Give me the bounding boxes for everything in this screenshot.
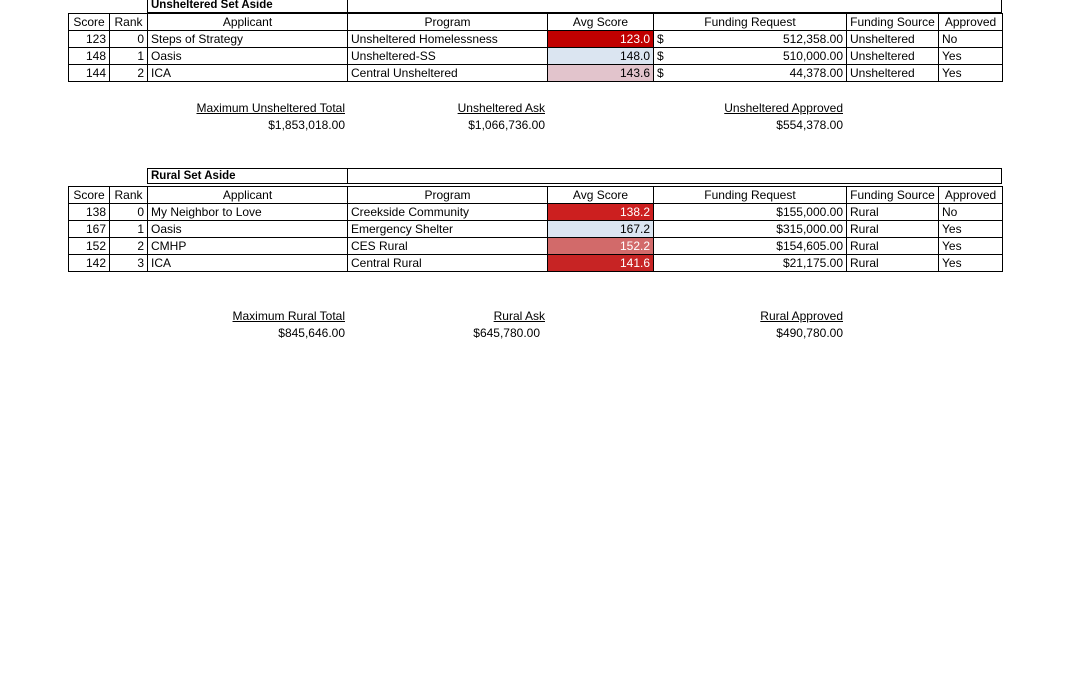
score-cell: 167 [69, 221, 110, 238]
unsheltered-title-filler [347, 0, 1002, 13]
funding-source-cell: Unsheltered [847, 48, 939, 65]
header-avg-score: Avg Score [548, 187, 654, 204]
program-cell: Creekside Community [348, 204, 548, 221]
header-program: Program [348, 14, 548, 31]
funding-request-wrap [657, 66, 843, 81]
score-cell: 144 [69, 65, 110, 82]
rank-cell: 0 [110, 204, 148, 221]
program-cell: Central Rural [348, 255, 548, 272]
rural-max-label: Maximum Rural Total [232, 309, 345, 323]
funding-request-cell: $155,000.00 [654, 204, 847, 221]
program-cell: Central Unsheltered [348, 65, 548, 82]
avg-score-cell: 138.2 [548, 204, 654, 221]
applicant-cell: ICA [148, 65, 348, 82]
program-cell: Unsheltered Homelessness [348, 31, 548, 48]
header-applicant: Applicant [148, 14, 348, 31]
header-program: Program [348, 187, 548, 204]
funding-request-cell [654, 31, 847, 48]
funding-source-cell: Rural [847, 221, 939, 238]
unsheltered-max-value: $1,853,018.00 [268, 118, 345, 132]
funding-source-cell: Unsheltered [847, 31, 939, 48]
rural-approved-value: $490,780.00 [776, 326, 843, 340]
approved-cell: No [939, 204, 1003, 221]
avg-score-cell: 167.2 [548, 221, 654, 238]
program-cell: CES Rural [348, 238, 548, 255]
rank-cell: 1 [110, 48, 148, 65]
rank-cell: 3 [110, 255, 148, 272]
funding-request-cell: $21,175.00 [654, 255, 847, 272]
rural-ask-value: $645,780.00 [473, 326, 540, 340]
applicant-cell: CMHP [148, 238, 348, 255]
funding-source-cell: Rural [847, 238, 939, 255]
approved-cell: Yes [939, 238, 1003, 255]
unsheltered-ask-label: Unsheltered Ask [457, 101, 545, 115]
header-funding-source: Funding Source [847, 14, 939, 31]
avg-score-cell: 148.0 [548, 48, 654, 65]
header-funding-request: Funding Request [654, 14, 847, 31]
avg-score-cell: 141.6 [548, 255, 654, 272]
funding-source-cell: Unsheltered [847, 65, 939, 82]
funding-request-amount: 44,378.00 [789, 65, 843, 80]
funding-request-cell: $315,000.00 [654, 221, 847, 238]
table-row [69, 48, 1003, 65]
approved-cell: Yes [939, 65, 1003, 82]
funding-request-amount: 510,000.00 [782, 48, 843, 63]
score-cell: 142 [69, 255, 110, 272]
funding-request-cell [654, 65, 847, 82]
rank-cell: 0 [110, 31, 148, 48]
funding-request-cell: $154,605.00 [654, 238, 847, 255]
score-cell: 123 [69, 31, 110, 48]
avg-score-cell: 152.2 [548, 238, 654, 255]
header-approved: Approved [939, 14, 1003, 31]
applicant-cell: Steps of Strategy [148, 31, 348, 48]
funding-request-wrap [657, 32, 843, 47]
unsheltered-ask-value: $1,066,736.00 [468, 118, 545, 132]
score-cell: 152 [69, 238, 110, 255]
currency-symbol: $ [657, 65, 664, 80]
unsheltered-header-row [69, 14, 1003, 31]
header-score: Score [69, 187, 110, 204]
rural-table [68, 186, 1003, 272]
applicant-cell: Oasis [148, 48, 348, 65]
header-applicant: Applicant [148, 187, 348, 204]
funding-source-cell: Rural [847, 204, 939, 221]
unsheltered-approved-value: $554,378.00 [776, 118, 843, 132]
funding-request-amount: 512,358.00 [782, 31, 843, 46]
header-rank: Rank [110, 14, 148, 31]
header-approved: Approved [939, 187, 1003, 204]
rural-max-value: $845,646.00 [278, 326, 345, 340]
avg-score-cell: 123.0 [548, 31, 654, 48]
rural-approved-label: Rural Approved [760, 309, 843, 323]
unsheltered-approved-label: Unsheltered Approved [724, 101, 843, 115]
applicant-cell: Oasis [148, 221, 348, 238]
table-row [69, 238, 1003, 255]
header-funding-request: Funding Request [654, 187, 847, 204]
rural-ask-label: Rural Ask [493, 309, 545, 323]
table-row [69, 221, 1003, 238]
currency-symbol: $ [657, 31, 664, 46]
table-row [69, 65, 1003, 82]
program-cell: Emergency Shelter [348, 221, 548, 238]
rural-title-filler [347, 168, 1002, 184]
funding-source-cell: Rural [847, 255, 939, 272]
funding-request-cell [654, 48, 847, 65]
approved-cell: Yes [939, 255, 1003, 272]
approved-cell: Yes [939, 48, 1003, 65]
unsheltered-max-label: Maximum Unsheltered Total [196, 101, 345, 115]
unsheltered-section-title: Unsheltered Set Aside [147, 0, 348, 13]
score-cell: 148 [69, 48, 110, 65]
unsheltered-table [68, 13, 1003, 82]
approved-cell: No [939, 31, 1003, 48]
score-cell: 138 [69, 204, 110, 221]
header-score: Score [69, 14, 110, 31]
rank-cell: 2 [110, 238, 148, 255]
currency-symbol: $ [657, 48, 664, 63]
rank-cell: 2 [110, 65, 148, 82]
applicant-cell: ICA [148, 255, 348, 272]
rural-header-row [69, 187, 1003, 204]
rural-section-title: Rural Set Aside [147, 168, 348, 184]
approved-cell: Yes [939, 221, 1003, 238]
table-row [69, 204, 1003, 221]
program-cell: Unsheltered-SS [348, 48, 548, 65]
header-rank: Rank [110, 187, 148, 204]
header-funding-source: Funding Source [847, 187, 939, 204]
table-row [69, 255, 1003, 272]
avg-score-cell: 143.6 [548, 65, 654, 82]
header-avg-score: Avg Score [548, 14, 654, 31]
table-row [69, 31, 1003, 48]
funding-request-wrap [657, 49, 843, 64]
rank-cell: 1 [110, 221, 148, 238]
applicant-cell: My Neighbor to Love [148, 204, 348, 221]
